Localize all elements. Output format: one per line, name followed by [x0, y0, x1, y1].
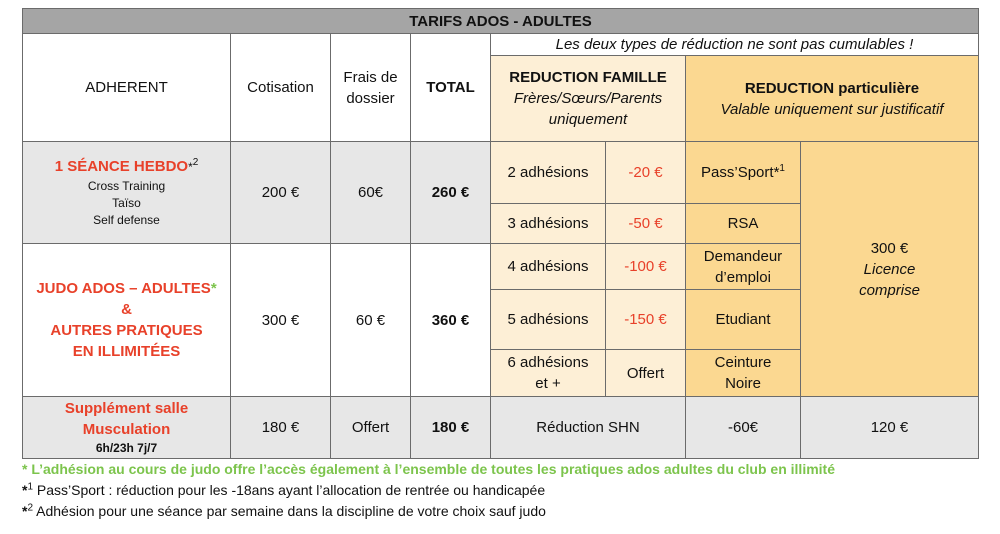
- footnote-1-text: Pass’Sport : réduction pour les -18ans ayant l’allocation de rentrée ou handicapée: [33, 482, 546, 498]
- row3-cotisation: 180 €: [231, 397, 331, 459]
- header-frais-line1: Frais de: [343, 68, 398, 86]
- etudiant-label: Etudiant: [686, 290, 801, 350]
- famille-label: 4 adhésions: [491, 244, 606, 290]
- particuliere-price: 300 €: [870, 239, 909, 257]
- particuliere-price-cell: [801, 142, 979, 397]
- particuliere-price-sub1: Licence: [863, 260, 916, 278]
- reduction-particuliere-subtitle: Valable uniquement sur justificatif: [720, 100, 944, 118]
- judo-line3: AUTRES PRATIQUES: [50, 322, 203, 339]
- row2-cotisation: 300 €: [231, 244, 331, 397]
- header-reduction-famille: [491, 56, 686, 142]
- footnote-2-marker: *: [22, 503, 28, 519]
- seance-hebdo-marker: *: [188, 160, 193, 174]
- reduction-famille-subtitle: Frères/Sœurs/Parents uniquement: [513, 90, 663, 128]
- row-seance-hebdo-label: [23, 142, 231, 244]
- row-musculation-label: [23, 397, 231, 459]
- passsport-sup: 1: [779, 163, 785, 174]
- famille-label: 5 adhésions: [491, 290, 606, 350]
- header-frais-line2: dossier: [346, 89, 395, 107]
- header-adherent: ADHERENT: [23, 34, 231, 142]
- reduction-particuliere-title: REDUCTION particulière: [744, 79, 920, 97]
- musculation-hours: 6h/23h 7j/7: [95, 441, 158, 455]
- musculation-line1: Supplément salle: [64, 400, 189, 417]
- activity-item: Taïso: [112, 196, 141, 210]
- footnotes: [22, 459, 835, 522]
- tarifs-table: [22, 8, 979, 459]
- row2-total: 360 €: [411, 244, 491, 397]
- reduction-famille-title: REDUCTION FAMILLE: [509, 69, 667, 86]
- ceinture-noire-label: [686, 350, 801, 397]
- seance-hebdo-title: 1 SÉANCE HEBDO: [54, 158, 189, 175]
- judo-line1: JUDO ADOS – ADULTES: [36, 280, 211, 297]
- musculation-line2: Musculation: [82, 421, 171, 438]
- cumul-note: Les deux types de réduction ne sont pas cumulables !: [491, 34, 979, 56]
- footnote-2-text: Adhésion pour une séance par semaine dans la discipline de votre choix sauf judo: [33, 503, 546, 519]
- row3-total: 180 €: [411, 397, 491, 459]
- famille-value: -150 €: [606, 290, 686, 350]
- row1-total: 260 €: [411, 142, 491, 244]
- footnote-seance: [22, 501, 835, 522]
- passsport-cell: [686, 142, 801, 204]
- famille-value: -100 €: [606, 244, 686, 290]
- passsport-marker: *: [773, 164, 780, 181]
- famille-label: [491, 350, 606, 397]
- row-judo-label: [23, 244, 231, 397]
- musculation-final-price: 120 €: [801, 397, 979, 459]
- activity-item: Cross Training: [87, 179, 166, 193]
- particuliere-price-sub2: comprise: [859, 281, 920, 299]
- famille-value: -20 €: [606, 142, 686, 204]
- footnote-passsport: [22, 480, 835, 501]
- footnote-1-sup: 1: [27, 481, 34, 493]
- famille-value: Offert: [606, 350, 686, 397]
- header-frais: [331, 34, 411, 142]
- demandeur-emploi-label: [686, 244, 801, 290]
- row2-frais: 60 €: [331, 244, 411, 397]
- passsport-label: Pass’Sport: [701, 164, 774, 181]
- footnote-2-sup: 2: [27, 502, 34, 514]
- famille-label-line2: et +: [535, 375, 561, 392]
- judo-line4: EN ILLIMITÉES: [72, 343, 181, 360]
- reduction-shn-value: -60€: [686, 397, 801, 459]
- row1-frais: 60€: [331, 142, 411, 244]
- judo-line2: &: [121, 301, 132, 318]
- judo-star: *: [210, 280, 217, 297]
- famille-label-line1: 6 adhésions: [507, 354, 589, 371]
- table-title: TARIFS ADOS - ADULTES: [23, 9, 979, 34]
- demandeur-line2: d’emploi: [715, 268, 771, 286]
- seance-hebdo-sup: 2: [192, 157, 199, 168]
- header-total: TOTAL: [411, 34, 491, 142]
- ceinture-line2: Noire: [725, 375, 761, 392]
- activity-item: Self defense: [93, 213, 160, 227]
- demandeur-line1: Demandeur: [703, 247, 783, 265]
- famille-label: 2 adhésions: [491, 142, 606, 204]
- row3-frais: Offert: [331, 397, 411, 459]
- famille-label: 3 adhésions: [491, 204, 606, 244]
- header-cotisation: Cotisation: [231, 34, 331, 142]
- famille-value: -50 €: [606, 204, 686, 244]
- header-reduction-particuliere: [686, 56, 979, 142]
- footnote-judo: * L’adhésion au cours de judo offre l’accès également à l’ensemble de toutes les pratiques ados adultes du club en illimité: [22, 461, 835, 477]
- footnote-1-marker: *: [22, 482, 28, 498]
- row1-cotisation: 200 €: [231, 142, 331, 244]
- ceinture-line1: Ceinture: [714, 354, 772, 371]
- rsa-label: RSA: [686, 204, 801, 244]
- reduction-shn-label: Réduction SHN: [491, 397, 686, 459]
